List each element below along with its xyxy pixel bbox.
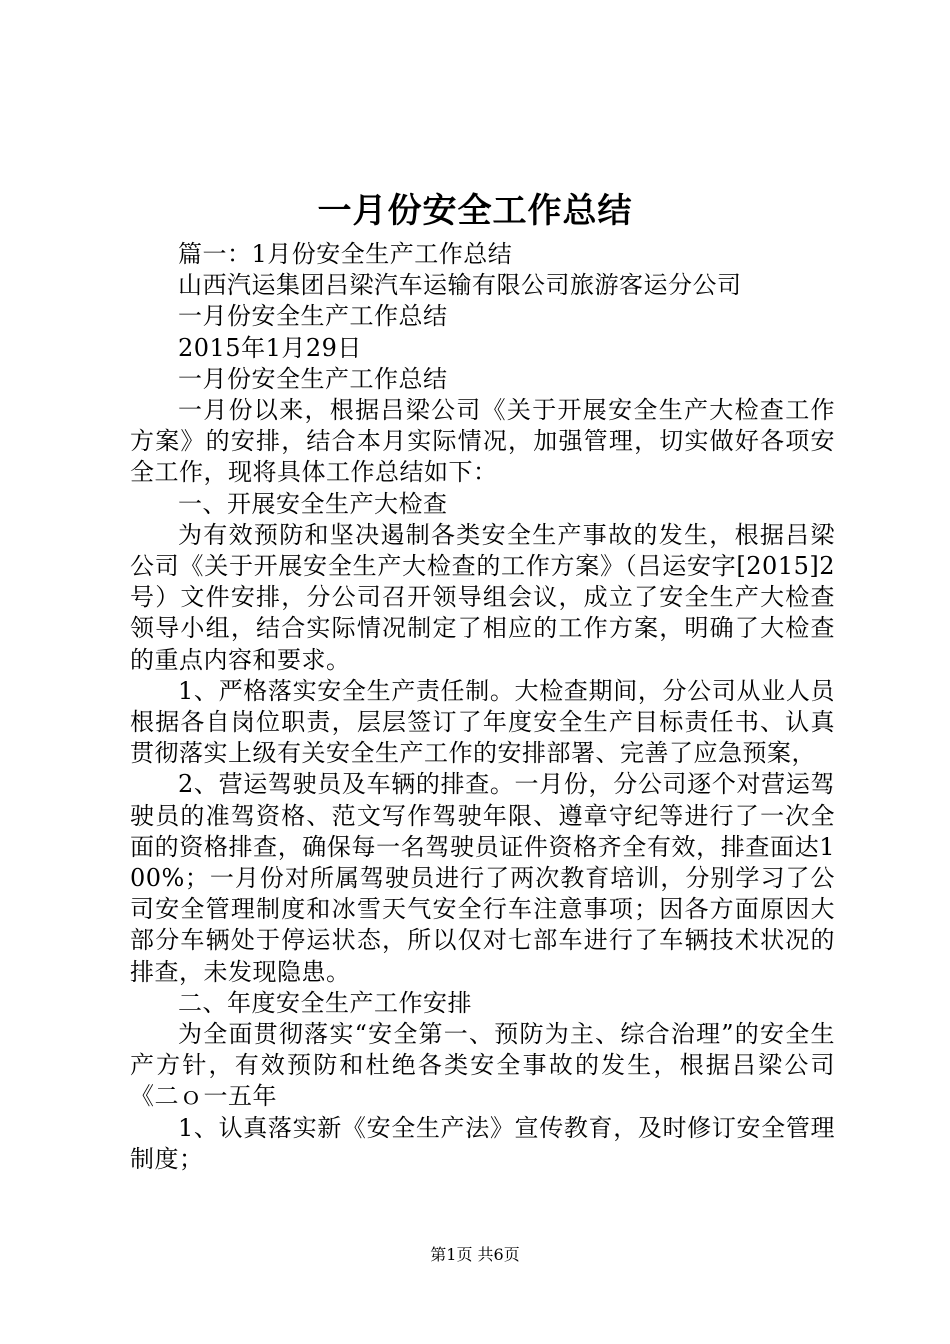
section-1-item-2: 2、营运驾驶员及车辆的排查。一月份，分公司逐个对营运驾驶员的准驾资格、范文写作驾驶年限、遵章守纪等进行了一次全面的资格排查，确保每一名驾驶员证件资格齐全有效，排查面达100%；一月份对所属驾驶员进行了两次教育培训，分别学习了公司安全管理制度和冰雪天气安全行车注意事项；因各方面原因大部分车辆处于停运状态，所以仅对七部车进行了车辆技术状况的排查，未发现隐患。 bbox=[130, 770, 835, 986]
intro-paragraph: 一月份以来，根据吕梁公司《关于开展安全生产大检查工作方案》的安排，结合本月实际情况，加强管理，切实做好各项安全工作，现将具体工作总结如下： bbox=[130, 396, 835, 487]
report-subtitle-repeat: 一月份安全生产工作总结 bbox=[178, 364, 448, 393]
section-heading-2: 二、年度安全生产工作安排 bbox=[178, 988, 472, 1017]
document-title: 一月份安全工作总结 bbox=[317, 191, 633, 231]
report-subtitle: 一月份安全生产工作总结 bbox=[178, 302, 448, 331]
page-footer: 第1页 共6页 bbox=[430, 1245, 520, 1264]
report-date: 2015年1月29日 bbox=[178, 333, 362, 362]
section-1-item-1: 1、严格落实安全生产责任制。大检查期间，分公司从业人员根据各自岗位职责，层层签订了年度安全生产目标责任书、认真贯彻落实上级有关安全生产工作的安排部署、完善了应急预案， bbox=[130, 676, 835, 768]
section-heading-1: 一、开展安全生产大检查 bbox=[178, 489, 448, 518]
section-2-paragraph: 为全面贯彻落实“安全第一、预防为主、综合治理”的安全生产方针，有效预防和杜绝各类安全事故的发生，根据吕梁公司《二ｏ一五年 bbox=[130, 1020, 835, 1111]
section-1-paragraph: 为有效预防和坚决遏制各类安全生产事故的发生，根据吕梁公司《关于开展安全生产大检查的工作方案》（吕运安字[2015]2号）文件安排，分公司召开领导组会议，成立了安全生产大检查领导小组，结合实际情况制定了相应的工作方案，明确了大检查的重点内容和要求。 bbox=[130, 520, 835, 674]
article-heading: 篇一：1月份安全生产工作总结 bbox=[178, 240, 513, 268]
section-2-item-1: 1、认真落实新《安全生产法》宣传教育，及时修订安全管理制度； bbox=[130, 1113, 835, 1173]
document-body bbox=[130, 239, 835, 1175]
company-name: 山西汽运集团吕梁汽车运输有限公司旅游客运分公司 bbox=[178, 271, 742, 300]
